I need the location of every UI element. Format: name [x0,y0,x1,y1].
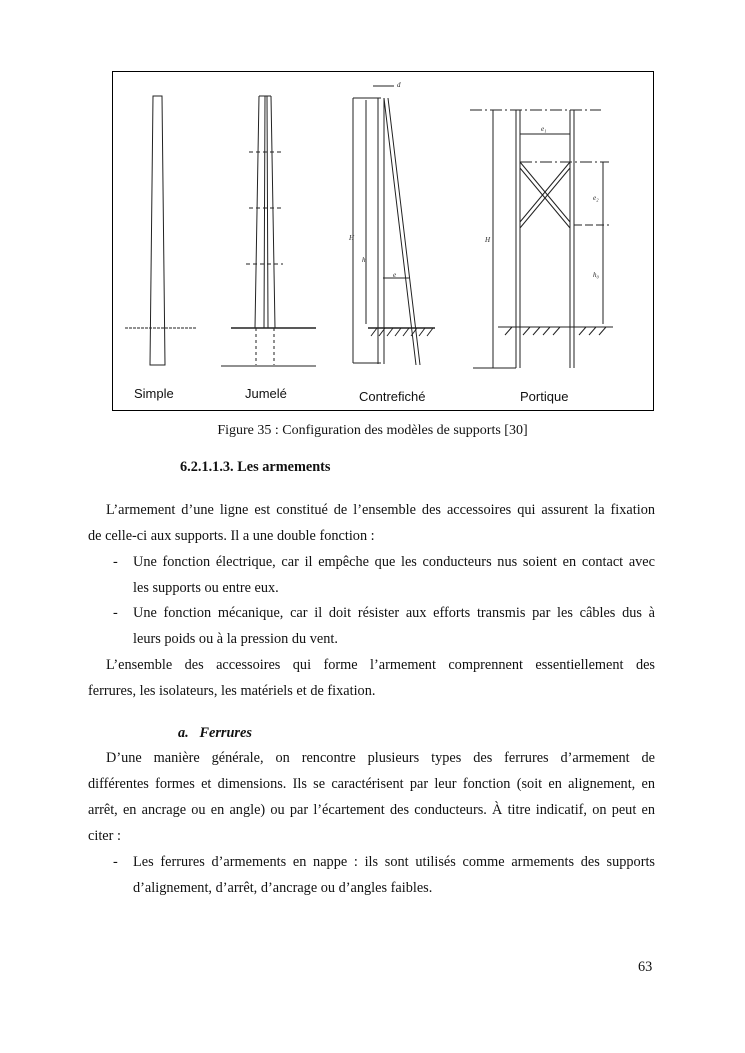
label-jumele: Jumelé [245,386,287,401]
paragraph-line: ferrures, les isolateurs, les matériels et de fixation. [88,683,376,699]
figure-caption: Figure 35 : Configuration des modèles de supports [30] [217,423,528,438]
paragraph-line: différentes formes et dimensions. Ils se caractérisent par leur fonction (soit en alignement, en [88,776,655,792]
bullet-line: les supports ou entre eux. [133,580,279,596]
bullet-line: Les ferrures d’armements en nappe : ils sont utilisés comme armements des supports [133,854,655,870]
jumele-pole-drawing [221,96,316,366]
dim-label-h: h [362,256,366,264]
support-models-illustration [113,72,653,410]
paragraph-line: arrêt, en ancrage ou en angle) ou par l’écartement des conducteurs. À titre indicatif, on peut en [88,802,655,818]
paragraph-line: L’ensemble des accessoires qui forme l’armement comprennent essentiellement des [106,657,655,673]
figure-supports [112,71,654,411]
bullet-line: leurs poids ou à la pression du vent. [133,631,338,647]
paragraph-line: citer : [88,828,121,844]
bullet-line: Une fonction mécanique, car il doit résister aux efforts transmis par les câbles dus à [133,605,655,621]
dim-label-e2: e₂ [593,194,599,202]
bullet-line: Une fonction électrique, car il empêche que les conducteurs nus soient en contact avec [133,554,655,570]
bullet-dash: - [113,554,118,570]
dim-label-d: d [397,81,401,89]
dim-label-h0: h₀ [593,271,599,279]
dim-label-e: e [393,271,397,279]
subheading-ferrures: a. Ferrures [178,725,252,741]
bullet-line: d’alignement, d’arrêt, d’ancrage ou d’angles faibles. [133,880,433,896]
bullet-dash: - [113,605,118,621]
dim-label-H: H [349,234,355,242]
label-simple: Simple [134,386,174,401]
label-contrefiche: Contrefiché [359,389,426,404]
dim-label-e1: e₁ [541,125,547,133]
section-heading: 6.2.1.1.3. Les armements [180,459,331,475]
paragraph-line: de celle-ci aux supports. Il a une double fonction : [88,528,375,544]
label-portique: Portique [520,389,569,404]
simple-pole-drawing [125,96,197,365]
paragraph-line: L’armement d’une ligne est constitué de l’ensemble des accessoires qui assurent la fixation [106,502,655,518]
dim-label-H-portique: H [485,236,491,244]
paragraph-line: D’une manière générale, on rencontre plusieurs types des ferrures d’armement de [106,750,655,766]
contrefiche-pole-drawing [348,81,435,365]
portique-pole-drawing [470,110,613,368]
bullet-dash: - [113,854,118,870]
page-number: 63 [638,959,653,975]
